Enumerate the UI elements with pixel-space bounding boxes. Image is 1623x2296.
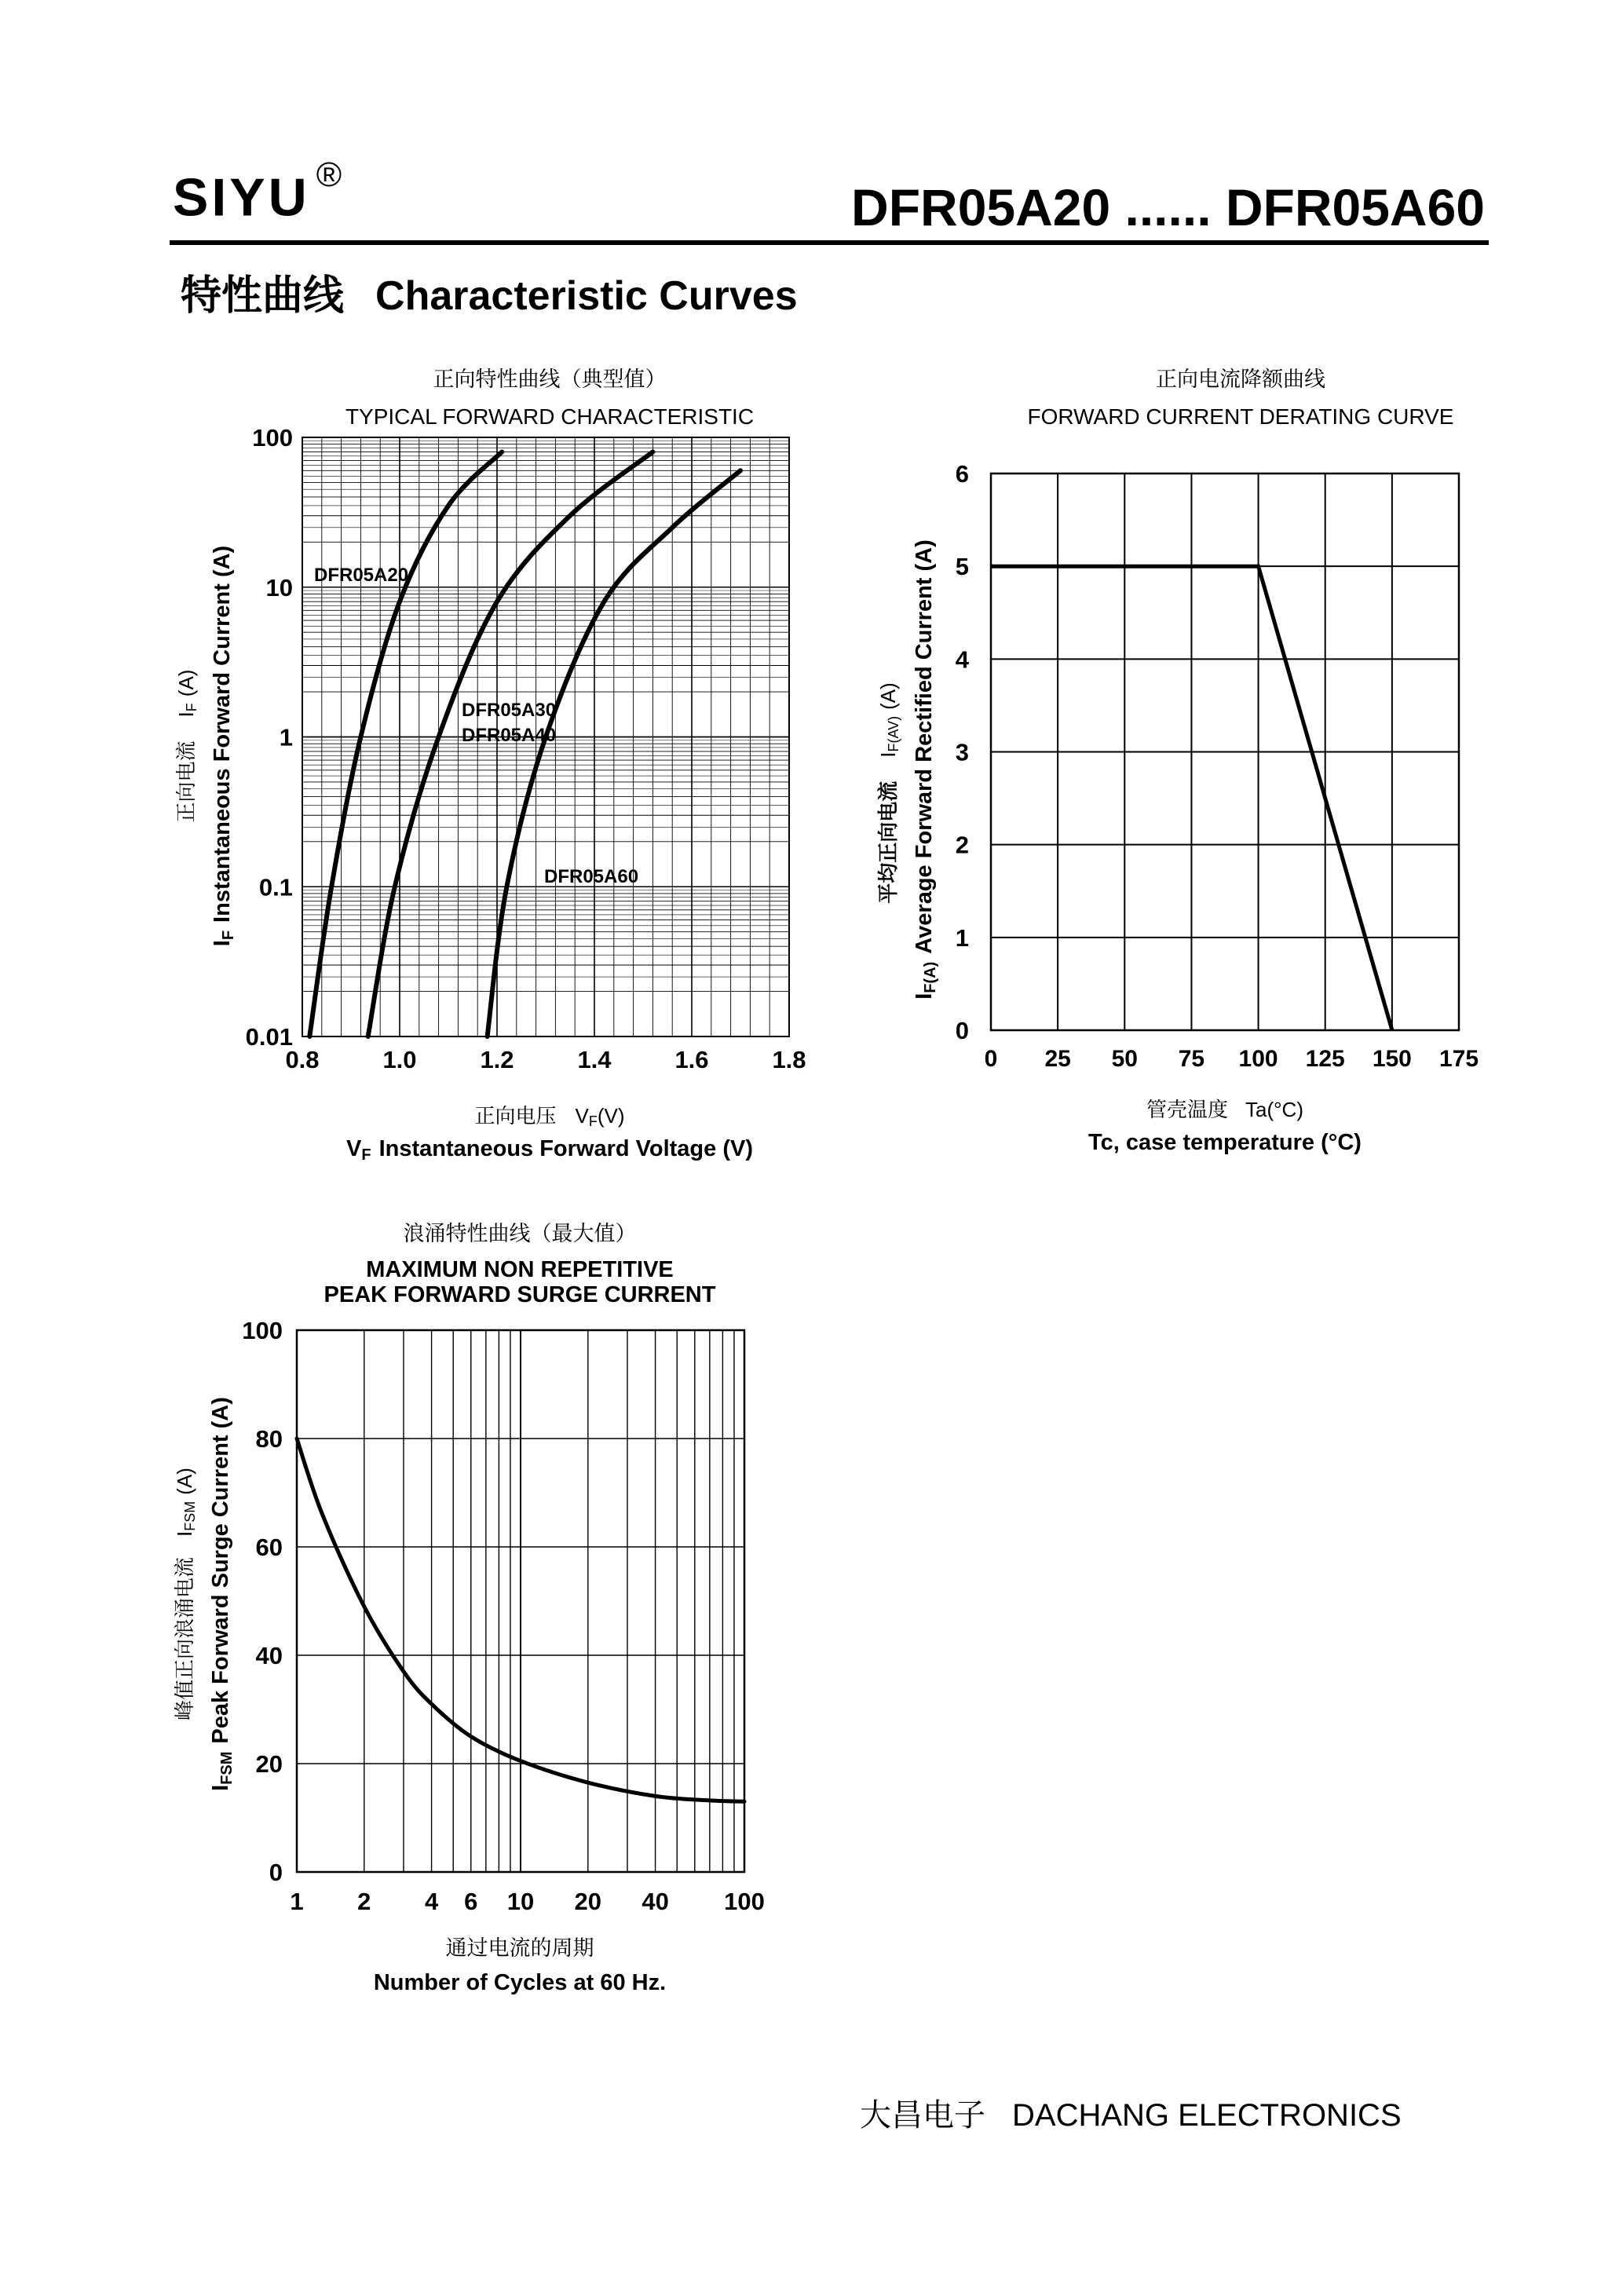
surge-y-tick: 0 bbox=[269, 1859, 283, 1886]
derating-y-tick: 6 bbox=[955, 460, 969, 488]
derating-x-tick: 0 bbox=[984, 1046, 998, 1072]
derating-ylabel-en: IF(A)Average Forward Rectified Current (A) bbox=[912, 539, 939, 1000]
surge-y-tick: 60 bbox=[255, 1534, 283, 1561]
derating-x-tick: 125 bbox=[1305, 1046, 1345, 1072]
surge-ylabel-en: IFSMPeak Forward Surge Current (A) bbox=[208, 1397, 236, 1791]
forward-series-label: DFR05A20 bbox=[314, 565, 409, 586]
derating-xlabel-line1: 管壳温度 Ta(°C) bbox=[1146, 1098, 1303, 1122]
forward-ylabel-en: IFInstantaneous Forward Current (A) bbox=[210, 545, 237, 947]
forward-x-tick: 1.6 bbox=[674, 1046, 709, 1073]
forward-ylabel-cn: 正向电流IF(A) bbox=[174, 669, 199, 823]
forward-title-cn: 正向特性曲线（典型值） bbox=[433, 367, 667, 391]
derating-x-tick: 150 bbox=[1372, 1046, 1412, 1072]
forward-title-en: TYPICAL FORWARD CHARACTERISTIC bbox=[345, 404, 755, 429]
forward-y-tick: 100 bbox=[252, 424, 293, 452]
derating-x-tick: 25 bbox=[1044, 1046, 1071, 1072]
surge-x-tick: 2 bbox=[357, 1888, 371, 1915]
surge-x-tick: 40 bbox=[642, 1888, 669, 1915]
derating-x-tick: 100 bbox=[1238, 1046, 1278, 1072]
surge-x-tick: 20 bbox=[574, 1888, 602, 1915]
surge-title-line2: PEAK FORWARD SURGE CURRENT bbox=[324, 1282, 716, 1307]
derating-x-tick: 75 bbox=[1178, 1046, 1205, 1072]
surge-y-tick: 100 bbox=[242, 1317, 283, 1344]
derating-y-tick: 0 bbox=[955, 1017, 969, 1044]
forward-y-tick: 1 bbox=[279, 723, 293, 751]
surge-title-line1: MAXIMUM NON REPETITIVE bbox=[366, 1257, 674, 1282]
surge-x-tick: 1 bbox=[290, 1888, 304, 1915]
forward-series-label: DFR05A40 bbox=[462, 725, 557, 746]
brand-name: SIYU bbox=[173, 167, 310, 228]
derating-ylabel-cn: 平均正向电流IF(AV)(A) bbox=[876, 682, 901, 904]
derating-y-tick: 1 bbox=[955, 923, 969, 952]
forward-x-tick: 1.2 bbox=[480, 1046, 514, 1073]
surge-ylabel-cn: 峰值正向浪涌电流IFSM(A) bbox=[173, 1468, 198, 1720]
part-number-range: DFR05A20 ...... DFR05A60 bbox=[851, 178, 1485, 236]
derating-y-tick: 2 bbox=[955, 831, 969, 859]
derating-x-tick: 50 bbox=[1111, 1046, 1138, 1072]
footer-company-cn: 大昌电子 bbox=[860, 2097, 985, 2133]
derating-xlabel-en: Tc, case temperature (°C) bbox=[1088, 1130, 1362, 1155]
surge-x-tick: 10 bbox=[506, 1888, 535, 1915]
surge-title-cn: 浪涌特性曲线（最大值） bbox=[403, 1222, 637, 1245]
derating-y-tick: 3 bbox=[955, 738, 969, 766]
surge-x-tick: 100 bbox=[724, 1888, 765, 1915]
forward-y-tick: 0.01 bbox=[245, 1023, 293, 1051]
forward-x-tick: 1.0 bbox=[382, 1046, 417, 1073]
surge-xlabel-cn: 通过电流的周期 bbox=[445, 1936, 594, 1960]
section-title-en: Characteristic Curves bbox=[375, 273, 798, 319]
section-title-cn: 特性曲线 bbox=[181, 272, 345, 320]
derating-title-en: FORWARD CURRENT DERATING CURVE bbox=[1027, 404, 1454, 429]
footer-company-en: DACHANG ELECTRONICS bbox=[1012, 2098, 1402, 2133]
surge-tick-labels bbox=[242, 1317, 765, 1915]
forward-y-tick: 10 bbox=[265, 573, 293, 601]
surge-x-tick: 4 bbox=[424, 1888, 439, 1915]
derating-y-tick: 4 bbox=[955, 645, 969, 674]
footer-company bbox=[860, 2090, 1402, 2135]
surge-y-tick: 20 bbox=[255, 1750, 283, 1778]
forward-series-label: DFR05A30 bbox=[462, 700, 557, 721]
forward-x-tick: 0.8 bbox=[285, 1046, 320, 1073]
registered-mark: ® bbox=[316, 155, 345, 194]
surge-y-tick: 80 bbox=[255, 1425, 283, 1453]
forward-xlabel-en: VF Instantaneous Forward Voltage (V) bbox=[346, 1136, 753, 1164]
surge-grid bbox=[297, 1330, 744, 1872]
derating-y-tick: 5 bbox=[955, 553, 969, 581]
forward-x-tick: 1.8 bbox=[772, 1046, 806, 1073]
forward-xlabel-line1: 正向电压 VF(V) bbox=[474, 1104, 625, 1129]
forward-series-label: DFR05A60 bbox=[544, 866, 639, 887]
forward-x-tick: 1.4 bbox=[577, 1046, 612, 1073]
surge-y-tick: 40 bbox=[255, 1642, 283, 1669]
surge-x-tick: 6 bbox=[464, 1888, 478, 1915]
derating-x-tick: 175 bbox=[1438, 1046, 1479, 1072]
derating-title-cn: 正向电流降额曲线 bbox=[1156, 367, 1325, 391]
forward-y-tick: 0.1 bbox=[258, 873, 293, 901]
surge-xlabel-en: Number of Cycles at 60 Hz. bbox=[373, 1970, 667, 1995]
